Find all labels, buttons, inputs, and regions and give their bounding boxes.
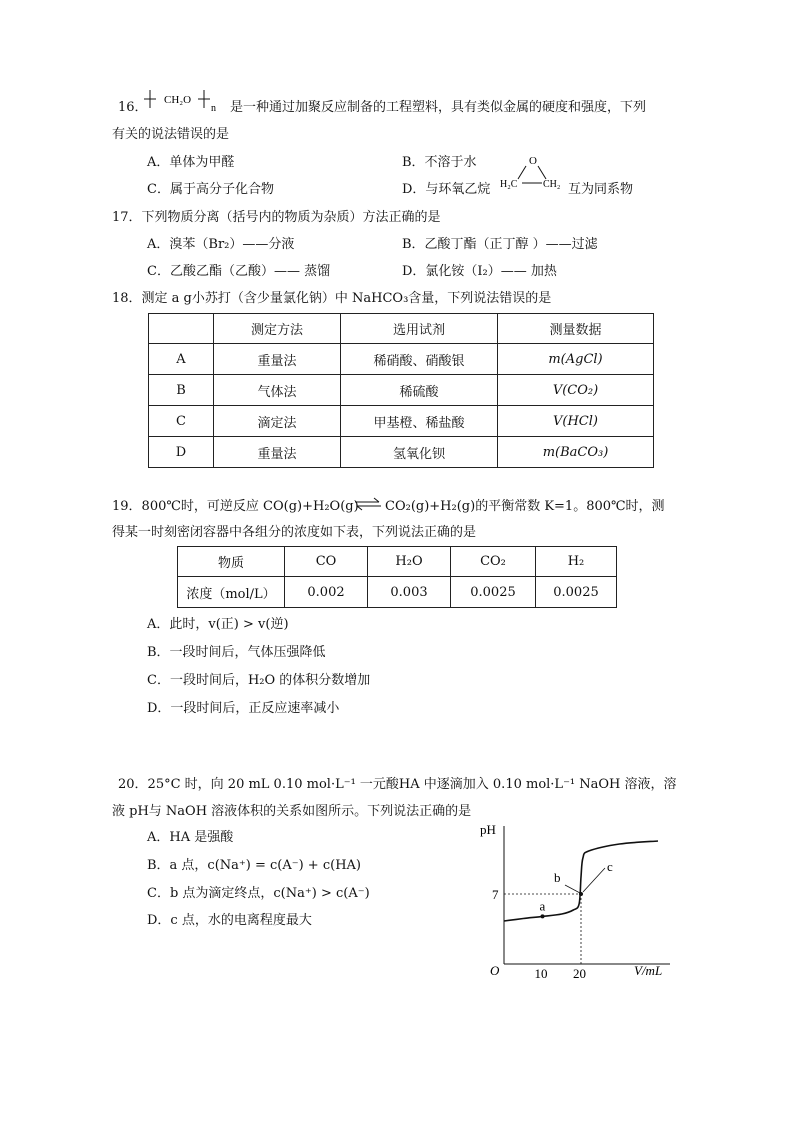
polymer-formula <box>142 84 228 114</box>
q19-option-c: C．一段时间后，H₂O 的体积分数增加 <box>147 673 371 688</box>
q17-option-b: B．乙酸丁酯（正丁醇 ）——过滤 <box>402 237 598 252</box>
q19-option-d: D．一段时间后，正反应速率减小 <box>147 701 340 716</box>
q18-cell: 重量法 <box>214 437 341 468</box>
q19-header-0: 物质 <box>178 547 285 577</box>
q18-cell: 稀硫酸 <box>341 375 498 406</box>
x-tick-label-20: 20 <box>573 966 586 981</box>
q19-stem-b: 得某一时刻密闭容器中各组分的浓度如下表，下列说法正确的是 <box>112 525 477 540</box>
q18-header-3: 测量数据 <box>498 314 654 344</box>
q18-cell: V(HCl) <box>498 406 654 437</box>
q20-option-a: A．HA 是强酸 <box>147 830 234 845</box>
epoxide-left: H₂C <box>500 179 518 190</box>
q18-header-2: 选用试剂 <box>341 314 498 344</box>
q17-option-c: C．乙酸乙酯（乙酸）—— 蒸馏 <box>147 264 331 279</box>
epoxide-structure <box>498 153 570 193</box>
q19-header-3: CO₂ <box>451 547 536 577</box>
q19-header-2: H₂O <box>368 547 451 577</box>
q18-cell: C <box>149 406 214 437</box>
q18-cell: m(AgCl) <box>498 344 654 375</box>
q18-cell: 滴定法 <box>214 406 341 437</box>
q18-cell: B <box>149 375 214 406</box>
epoxide-o: O <box>529 155 537 167</box>
q20-stem-a: 20．25°C 时，向 20 mL 0.10 mol·L⁻¹ 一元酸HA 中逐滴加入 0.10 mol·L⁻¹ NaOH 溶液，溶 <box>118 777 677 792</box>
epoxide-right: CH₂ <box>543 179 561 190</box>
point-c-leader <box>583 868 605 892</box>
q18-cell: A <box>149 344 214 375</box>
q20-option-c: C．b 点为滴定终点，c(Na⁺) > c(A⁻) <box>147 886 370 901</box>
q17-stem: 17．下列物质分离（括号内的物质为杂质）方法正确的是 <box>112 210 441 225</box>
titration-chart <box>470 818 680 983</box>
q19-stem-a1: 19．800℃时，可逆反应 CO(g)+H₂O(g) <box>112 499 359 514</box>
q18-cell: 气体法 <box>214 375 341 406</box>
equilibrium-arrow-icon <box>353 497 383 511</box>
q16-option-c: C．属于高分子化合物 <box>147 182 274 197</box>
q18-stem: 18．测定 a g小苏打（含少量氯化钠）中 NaHCO₃含量，下列说法错误的是 <box>112 291 552 306</box>
point-b-label: b <box>554 870 561 885</box>
q19-value: 0.0025 <box>536 577 617 608</box>
q18-cell: 稀硝酸、硝酸银 <box>341 344 498 375</box>
point-c-label: c <box>607 859 613 874</box>
q18-cell: m(BaCO₃) <box>498 437 654 468</box>
polymer-unit: CH₂O <box>164 94 192 106</box>
q19-header-1: CO <box>285 547 368 577</box>
q19-row-label: 浓度（mol/L） <box>178 577 285 608</box>
q16-stem-a: 是一种通过加聚反应制备的工程塑料，具有类似金属的硬度和强度，下列 <box>230 100 647 115</box>
q19-value: 0.003 <box>368 577 451 608</box>
point-b-leader <box>565 885 580 893</box>
q20-stem-b: 液 pH与 NaOH 溶液体积的关系如图所示。下列说法正确的是 <box>112 804 472 819</box>
q18-cell: 重量法 <box>214 344 341 375</box>
q18-cell: V(CO₂) <box>498 375 654 406</box>
x-axis-label: V/mL <box>634 963 663 978</box>
q19-option-b: B．一段时间后，气体压强降低 <box>147 645 326 660</box>
q18-header-1: 测定方法 <box>214 314 341 344</box>
y-axis-label: pH <box>480 822 496 837</box>
q18-table <box>148 313 654 468</box>
x-tick-label-10: 10 <box>534 966 548 981</box>
q19-header-4: H₂ <box>536 547 617 577</box>
q19-stem-a2: CO₂(g)+H₂(g)的平衡常数 K=1。800℃时，测 <box>385 499 665 514</box>
q19-table <box>177 546 617 608</box>
q18-header-0 <box>149 314 214 344</box>
q16-stem-b: 有关的说法错误的是 <box>112 127 230 142</box>
q18-cell: D <box>149 437 214 468</box>
origin-label: O <box>490 963 500 978</box>
q18-cell: 甲基橙、稀盐酸 <box>341 406 498 437</box>
q16-number: 16． <box>118 100 148 115</box>
q16-option-d-b: 互为同系物 <box>568 182 634 197</box>
q16-option-b: B．不溶于水 <box>402 155 477 170</box>
polymer-n: n <box>211 103 216 114</box>
titration-curve <box>504 841 658 921</box>
y-tick-label-7: 7 <box>492 887 499 902</box>
point-a-label: a <box>539 898 546 914</box>
q16-option-a: A．单体为甲醛 <box>147 155 235 170</box>
q19-value: 0.0025 <box>451 577 536 608</box>
q17-option-a: A．溴苯（Br₂）——分液 <box>147 237 295 252</box>
q20-option-d: D．c 点，水的电离程度最大 <box>147 913 312 928</box>
q16-option-d-a: D．与环氧乙烷 <box>402 182 491 197</box>
q19-value: 0.002 <box>285 577 368 608</box>
point-a <box>541 914 545 918</box>
q17-option-d: D．氯化铵（I₂）—— 加热 <box>402 264 557 279</box>
q19-option-a: A．此时，v(正) > v(逆) <box>147 617 289 632</box>
q18-cell: 氢氧化钡 <box>341 437 498 468</box>
q20-option-b: B．a 点，c(Na⁺) = c(A⁻) + c(HA) <box>147 858 361 873</box>
